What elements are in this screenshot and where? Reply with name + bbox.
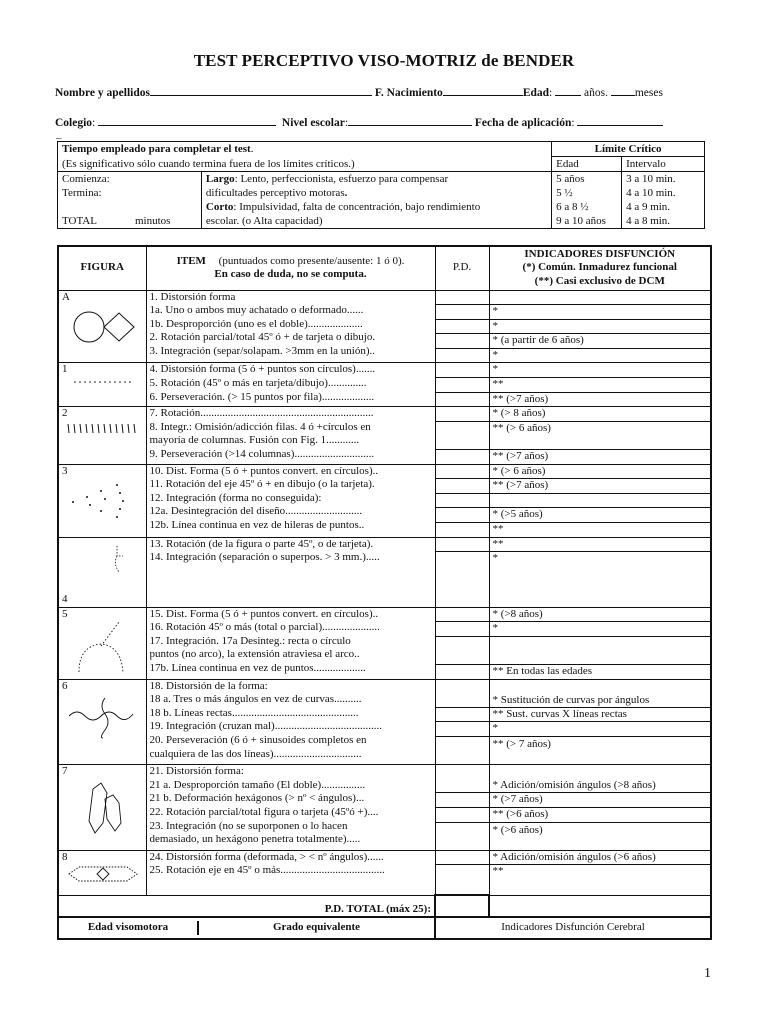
col-intervalo: Intervalo bbox=[622, 157, 705, 172]
indicator: * bbox=[490, 320, 711, 335]
indicator: ** (>7 años) bbox=[492, 392, 549, 405]
corto-text: : Impulsividad, falta de concentración, bajo rendimiento bbox=[233, 201, 481, 213]
colegio-line: Colegio: Nivel escolar: Fecha de aplicación: bbox=[55, 115, 663, 129]
item-line: 18 a. Tres o más ángulos en vez de curvas.......... bbox=[149, 693, 362, 706]
figure-label: 2 bbox=[62, 407, 68, 420]
figure-3-drawing bbox=[65, 477, 141, 527]
name-line: Nombre y apellidos F. Nacimiento Edad: años. meses bbox=[55, 87, 663, 99]
page-number: 1 bbox=[704, 966, 711, 981]
indicator: * bbox=[490, 722, 711, 737]
pd-cells[interactable] bbox=[435, 679, 489, 765]
figure-2-drawing bbox=[65, 421, 141, 437]
comienza-label: Comienza: bbox=[62, 173, 110, 185]
colegio-label: Colegio bbox=[55, 117, 93, 129]
item-line: cualquiera de las dos líneas)................................ bbox=[149, 747, 362, 760]
item-line: mayoría de columnas. Fusión con Fig. 1............ bbox=[149, 434, 360, 447]
item-line: 10. Dist. Forma (5 ó + puntos convert. en círculos).. bbox=[149, 464, 379, 477]
pd-cells[interactable] bbox=[435, 765, 489, 851]
age-item: 5 ½ bbox=[556, 187, 573, 199]
figure-label: 6 bbox=[62, 679, 68, 692]
corto-text2: escolar. (o Alta capacidad) bbox=[205, 215, 323, 227]
item-line: 4. Distorsión forma (5 ó + puntos son círculos)....... bbox=[149, 363, 376, 376]
item-line: 7. Rotación............................................................... bbox=[149, 407, 374, 420]
indicator: * bbox=[492, 552, 498, 565]
item-header bbox=[146, 246, 435, 290]
figure-1-drawing bbox=[71, 378, 141, 388]
largo-label: Largo bbox=[205, 173, 235, 185]
item-line: 18. Distorsión de la forma: bbox=[149, 679, 268, 692]
nombre-field[interactable] bbox=[150, 85, 372, 96]
item-line: 12a. Desintegración del diseño............................ bbox=[149, 505, 363, 518]
figure-7-drawing bbox=[75, 773, 145, 845]
figure-row-a bbox=[58, 290, 711, 363]
indicator: ** bbox=[492, 865, 504, 878]
limit-header: Límite Crítico bbox=[552, 142, 705, 157]
indicator: ** (>6 años) bbox=[490, 808, 711, 823]
edad-anos-field[interactable] bbox=[555, 85, 581, 96]
indicadores-disfuncion-label: Indicadores Disfunción Cerebral bbox=[435, 917, 711, 939]
indicator: ** bbox=[490, 378, 711, 393]
indicator: ** (> 6 años) bbox=[490, 422, 711, 450]
figure-label: 8 bbox=[62, 850, 68, 863]
colegio-field[interactable] bbox=[98, 115, 276, 126]
indicator: ** (>7 años) bbox=[490, 479, 711, 494]
nacimiento-label: F. Nacimiento bbox=[374, 87, 443, 99]
indicator: * Adición/omisión ángulos (>6 años) bbox=[490, 851, 711, 866]
pd-cells[interactable] bbox=[435, 607, 489, 679]
indicator: ** (> 7 años) bbox=[492, 737, 551, 750]
item-line: 18 b. Líneas rectas.............................................. bbox=[149, 706, 359, 719]
figure-6-drawing bbox=[65, 690, 141, 740]
figure-5-drawing bbox=[73, 616, 143, 676]
item-line: 15. Dist. Forma (5 ó + puntos convert. en círculos).. bbox=[149, 607, 379, 620]
indicator: * bbox=[490, 622, 711, 637]
figure-row-1 bbox=[58, 363, 711, 407]
item-line: 6. Perseveración. (> 15 puntos por fila)................... bbox=[149, 390, 375, 403]
indicator: * (a partir de 6 años) bbox=[490, 334, 711, 349]
item-line: demasiado, un hexágono penetra totalmente)..... bbox=[149, 833, 361, 846]
total-label: P.D. TOTAL (máx 25): bbox=[146, 895, 435, 917]
largo-text: : Lento, perfeccionista, esfuerzo para compensar bbox=[234, 173, 449, 185]
item-line: 17. Integración. 17a Desinteg.: recta o círculo bbox=[149, 634, 351, 647]
item-note: (puntuados como presente/ausente: 1 ó 0). bbox=[218, 254, 405, 267]
interval-item: 4 a 10 min. bbox=[626, 187, 676, 199]
item-line: 23. Integración (no se suporponen o lo hacen bbox=[149, 819, 348, 832]
pd-cells[interactable] bbox=[435, 290, 489, 363]
item-line: 9. Perseveración (>14 columnas)............................. bbox=[149, 448, 375, 461]
age-item: 9 a 10 años bbox=[556, 215, 606, 227]
item-line: 17b. Línea continua en vez de puntos................... bbox=[149, 661, 366, 674]
figure-a-drawing bbox=[69, 305, 149, 355]
indicator: * bbox=[490, 363, 711, 378]
indicator: * (> 6 años) bbox=[490, 465, 711, 480]
edad-label: Edad bbox=[522, 87, 550, 99]
indicator: * (>6 años) bbox=[492, 823, 543, 836]
item-line: 12b. Línea continua en vez de hileras de puntos.. bbox=[149, 519, 365, 531]
ind-dcm: (**) Casi exclusivo de DCM bbox=[534, 275, 665, 288]
figura-header: FIGURA bbox=[58, 246, 146, 290]
item-line: 2. Rotación parcial/total 45º ó + de tarjeta o dibujo. bbox=[149, 331, 376, 344]
item-line: 24. Distorsión forma (deformada, > < nº ángulos)...... bbox=[149, 850, 384, 863]
fecha-label: Fecha de aplicación bbox=[474, 117, 572, 129]
grado-equivalente-label: Grado equivalente bbox=[272, 921, 361, 934]
nacimiento-field[interactable] bbox=[443, 85, 523, 96]
age-item: 5 años bbox=[556, 173, 585, 185]
indicator: * (>5 años) bbox=[490, 508, 711, 523]
item-line: 11. Rotación del eje 45º ó + en dibujo (o la tarjeta). bbox=[149, 478, 375, 491]
indicator bbox=[490, 494, 711, 509]
item-line: 21 b. Deformación hexágonos (> nº < ángulos)... bbox=[149, 792, 365, 805]
item-line: 20. Perseveración (6 ó + sinusoides completos en bbox=[149, 733, 367, 746]
fecha-field[interactable] bbox=[577, 115, 663, 126]
ind-title: INDICADORES DISFUNCIÓN bbox=[524, 247, 676, 260]
item-line: 1a. Uno o ambos muy achatado o deformado...... bbox=[149, 304, 364, 317]
nombre-label: Nombre y apellidos bbox=[55, 87, 150, 99]
ind-common: (*) Común. Inmadurez funcional bbox=[522, 261, 677, 274]
edad-visomotora-label: Edad visomotora bbox=[59, 921, 199, 935]
figure-label: 5 bbox=[62, 607, 68, 620]
item-line: 1. Distorsión forma bbox=[149, 290, 236, 303]
item-line: 1b. Desproporción (uno es el doble).................... bbox=[149, 317, 363, 330]
item-line: puntos (no arco), la extensión atraviesa el arco.. bbox=[149, 648, 360, 661]
col-edad: Edad bbox=[552, 157, 622, 172]
pd-cells[interactable] bbox=[435, 850, 489, 895]
time-title: Tiempo empleado para completar el test bbox=[62, 143, 251, 155]
termina-label: Termina: bbox=[62, 187, 102, 199]
item-line: 21 a. Desproporción tamaño (El doble)................ bbox=[149, 778, 366, 791]
indicator bbox=[490, 291, 711, 306]
figure-row-8 bbox=[58, 850, 711, 895]
indicator: * bbox=[492, 348, 498, 361]
item-line: 13. Rotación (de la figura o parte 45º, o de tarjeta). bbox=[149, 537, 374, 550]
dash-mark: _ bbox=[56, 128, 62, 140]
figure-row-2 bbox=[58, 407, 711, 464]
minutos-label: minutos bbox=[134, 215, 171, 227]
figure-row-5 bbox=[58, 607, 711, 679]
figure-label: 4 bbox=[62, 593, 68, 605]
interval-item: 3 a 10 min. bbox=[626, 173, 676, 185]
item-line: 3. Integración (separ/solapam. >3mm en la unión).. bbox=[149, 344, 376, 357]
interval-item: 4 a 8 min. bbox=[626, 215, 671, 227]
pd-cells[interactable] bbox=[435, 464, 489, 537]
time-table: Tiempo empleado para completar el test. Límite Crítico (Es significativo sólo cuando termina fuera de los límites críticos.) Edad Intervalo Comienza: Termina: TOTAL minutos Largo: Lento, perfeccionista, esfuerzo para compensar dificultades perceptivo motoras. Corto: Impulsividad, falta de concentración, bajo rendimiento escolar. (o Alta capacidad) 5 años 5 ½ 6 a 8 ½ 9 a 10 años 3 a 10 min. 4 a 10 min. 4 a 9 min. 4 a 8 min. bbox=[57, 141, 705, 229]
indicator: * (> 8 años) bbox=[490, 407, 711, 422]
item-label: ITEM bbox=[176, 254, 206, 267]
item-line: 14. Integración (separación o superpos. > 3 mm.)..... bbox=[149, 551, 380, 564]
scoring-table bbox=[57, 245, 712, 940]
figure-row-7 bbox=[58, 765, 711, 851]
figure-8-drawing bbox=[65, 863, 141, 885]
figure-row-4 bbox=[58, 537, 711, 607]
indicator: * Sustitución de curvas por ángulos bbox=[490, 680, 711, 708]
pd-cells[interactable] bbox=[435, 363, 489, 407]
indicator: * Adición/omisión ángulos (>8 años) bbox=[490, 765, 711, 793]
total-score-box[interactable] bbox=[435, 895, 489, 917]
indicator: * (>7 años) bbox=[490, 793, 711, 808]
indicator: * bbox=[490, 305, 711, 320]
figure-label: A bbox=[62, 290, 70, 303]
figure-label: 7 bbox=[62, 765, 68, 778]
item-line: 8. Integr.: Omisión/adicción filas. 4 ó +círculos en bbox=[149, 420, 371, 433]
figure-row-3 bbox=[58, 464, 711, 537]
indicators-header bbox=[489, 246, 711, 290]
indicator: ** Sust. curvas X líneas rectas bbox=[490, 708, 711, 723]
total-label: TOTAL bbox=[62, 215, 97, 227]
indicator bbox=[490, 637, 711, 665]
time-note: (Es significativo sólo cuando termina fuera de los límites críticos.) bbox=[58, 157, 552, 172]
item-line: 12. Integración (forma no conseguida): bbox=[149, 491, 322, 504]
corto-label: Corto bbox=[205, 201, 234, 213]
item-note2: En caso de duda, no se computa. bbox=[214, 268, 367, 281]
pd-header: P.D. bbox=[435, 246, 489, 290]
figure-label: 3 bbox=[62, 464, 68, 477]
item-line: 25. Rotación eje en 45º o más...................................... bbox=[149, 864, 385, 877]
item-line: 16. Rotación 45º o más (total o parcial)..................... bbox=[149, 621, 380, 634]
nivel-label: Nivel escolar bbox=[281, 117, 345, 129]
item-line: 5. Rotación (45º o más en tarjeta/dibujo).............. bbox=[149, 377, 367, 390]
indicator: ** (>7 años) bbox=[492, 450, 549, 463]
item-line: 21. Distorsión forma: bbox=[149, 765, 244, 778]
item-line: 22. Rotación parcial/total figura o tarjeta (45ºó +).... bbox=[149, 805, 379, 818]
interval-item: 4 a 9 min. bbox=[626, 201, 671, 213]
indicator: ** En todas las edades bbox=[492, 664, 593, 677]
page-title: TEST PERCEPTIVO VISO-MOTRIZ de BENDER bbox=[193, 51, 575, 70]
largo-text2: dificultades perceptivo motoras bbox=[205, 187, 345, 199]
figure-label: 1 bbox=[62, 363, 68, 376]
indicator: ** bbox=[492, 523, 504, 535]
figure-4-drawing bbox=[109, 542, 139, 576]
pd-cells[interactable] bbox=[435, 407, 489, 464]
edad-meses-field[interactable] bbox=[611, 85, 635, 96]
indicator: ** bbox=[490, 538, 711, 553]
pd-cells[interactable] bbox=[435, 537, 489, 607]
anos-label: años. bbox=[583, 87, 608, 99]
figure-row-6 bbox=[58, 679, 711, 765]
age-item: 6 a 8 ½ bbox=[556, 201, 589, 213]
meses-label: meses bbox=[634, 87, 663, 99]
item-line: 19. Integración (cruzan mal)....................................... bbox=[149, 720, 382, 733]
nivel-field[interactable] bbox=[348, 115, 472, 126]
indicator: * (>8 años) bbox=[490, 608, 711, 623]
